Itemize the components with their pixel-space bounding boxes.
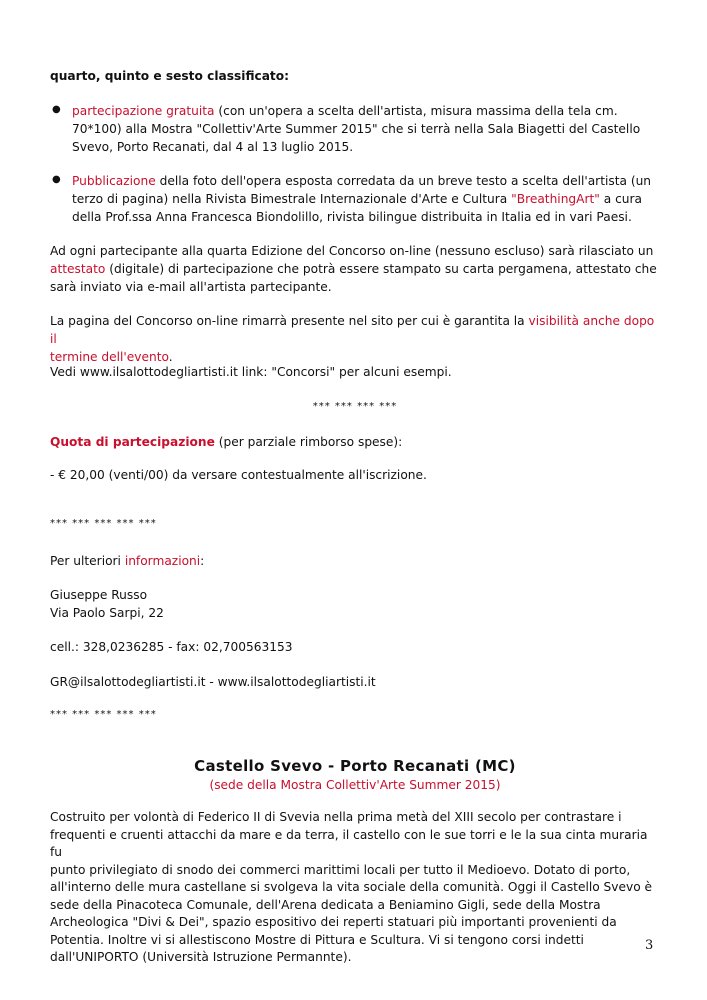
castello-title: Castello Svevo - Porto Recanati (MC)	[194, 757, 516, 775]
bullet-line: Svevo, Porto Recanati, dal 4 al 13 luglio 2015.	[72, 140, 354, 154]
info-highlight: informazioni	[124, 554, 201, 568]
contact-web: GR@ilsalottodegliartisti.it - www.ilsalottodegliartisti.it	[50, 675, 376, 689]
bullet-highlight: Pubblicazione	[72, 174, 156, 188]
attestato-highlight: attestato	[50, 262, 106, 276]
paragraph-line: Archeologica "Divi & Dei", spazio espositivo dei reperti statuari più importanti provenienti da	[50, 915, 617, 929]
bullet-line: 70*100) alla Mostra "Collettiv'Arte Summer 2015" che si terrà nella Sala Biagetti del Castello	[72, 122, 641, 136]
bullet-item	[50, 172, 660, 232]
quota-label: Quota di partecipazione	[50, 435, 215, 449]
castello-description	[50, 809, 660, 967]
info-prefix: Per ulteriori	[50, 554, 125, 568]
paragraph-line: La pagina del Concorso on-line rimarrà presente nel sito per cui è garantita la	[50, 314, 529, 328]
paragraph-line: dall'UNIPORTO (Università Istruzione Permannte).	[50, 950, 352, 964]
bullet-line: terzo di pagina) nella Rivista Bimestrale Internazionale d'Arte e Cultura	[72, 192, 512, 206]
separator: *** *** *** *** ***	[50, 518, 157, 529]
bullet-text	[72, 102, 662, 156]
paragraph-line: Costruito per volontà di Federico II di Svevia nella prima metà del XIII secolo per contrastare i	[50, 810, 622, 824]
paragraph-visibilita	[50, 312, 660, 366]
contact-phones: cell.: 328,0236285 - fax: 02,700563153	[50, 640, 293, 654]
contact-address: Via Paolo Sarpi, 22	[50, 606, 164, 620]
bullet-item	[50, 102, 660, 162]
bullet-line: (con un'opera a scelta dell'artista, misura massima della tela cm.	[214, 104, 618, 118]
paragraph-line: (digitale) di partecipazione che potrà essere stampato su carta pergamena, attestato che	[105, 262, 657, 276]
info-line	[50, 552, 204, 570]
intro-heading: quarto, quinto e sesto classificato:	[50, 69, 289, 83]
quota-line	[50, 433, 402, 451]
bullet-dot-icon: ●	[52, 104, 61, 115]
quota-rest: (per parziale rimborso spese):	[214, 435, 403, 449]
castello-subtitle: (sede della Mostra Collettiv'Arte Summer 2015)	[209, 778, 501, 792]
bullet-line: a cura	[599, 192, 643, 206]
contact-name: Giuseppe Russo	[50, 588, 148, 602]
bullet-dot-icon: ●	[52, 174, 61, 185]
paragraph-line: all'interno delle mura castellane si svolgeva la vita sociale della comunità. Oggi il Castello Svevo è	[50, 880, 653, 894]
magazine-name: "BreathingArt"	[511, 192, 600, 206]
quota-amount: - € 20,00 (venti/00) da versare contestualmente all'iscrizione.	[50, 468, 427, 482]
bullet-line: della Prof.ssa Anna Francesca Biondolillo, rivista bilingue distribuita in Italia ed in vari Paesi.	[72, 210, 632, 224]
paragraph-line: frequenti e cruenti attacchi da mare e da terra, il castello con le sue torri e le la sua cinta muraria fu	[50, 827, 648, 859]
paragraph-line: punto privilegiato di snodo dei commerci marittimi locali per tutto il Medioevo. Dotato di porto,	[50, 862, 631, 877]
visibility-highlight: visibilità anche dopo il	[50, 314, 655, 346]
paragraph-line: sede della Pinacoteca Comunale, dell'Arena dedicata a Beniamino Gigli, sede della Mostra	[50, 897, 601, 912]
paragraph-attestato	[50, 242, 660, 296]
info-suffix: :	[200, 554, 205, 568]
document-page	[50, 0, 660, 1000]
bullet-text	[72, 172, 662, 226]
visibility-highlight: termine dell'evento	[50, 350, 169, 364]
vedi-line: Vedi www.ilsalottodegliartisti.it link: "Concorsi" per alcuni esempi.	[50, 365, 452, 379]
paragraph-line: .	[168, 350, 173, 364]
separator: *** *** *** ***	[312, 401, 398, 412]
separator: *** *** *** *** ***	[50, 709, 157, 720]
paragraph-line: Ad ogni partecipante alla quarta Edizione del Concorso on-line (nessuno escluso) sarà rilasciato un	[50, 244, 654, 258]
paragraph-line: sarà inviato via e-mail all'artista partecipante.	[50, 280, 332, 294]
bullet-highlight: partecipazione gratuita	[72, 104, 215, 118]
bullet-line: della foto dell'opera esposta corredata da un breve testo a scelta dell'artista (un	[155, 174, 652, 188]
paragraph-line: Potentia. Inoltre vi si allestiscono Mostre di Pittura e Scultura. Vi si tengono corsi indetti	[50, 932, 584, 947]
page-number: 3	[645, 938, 654, 953]
